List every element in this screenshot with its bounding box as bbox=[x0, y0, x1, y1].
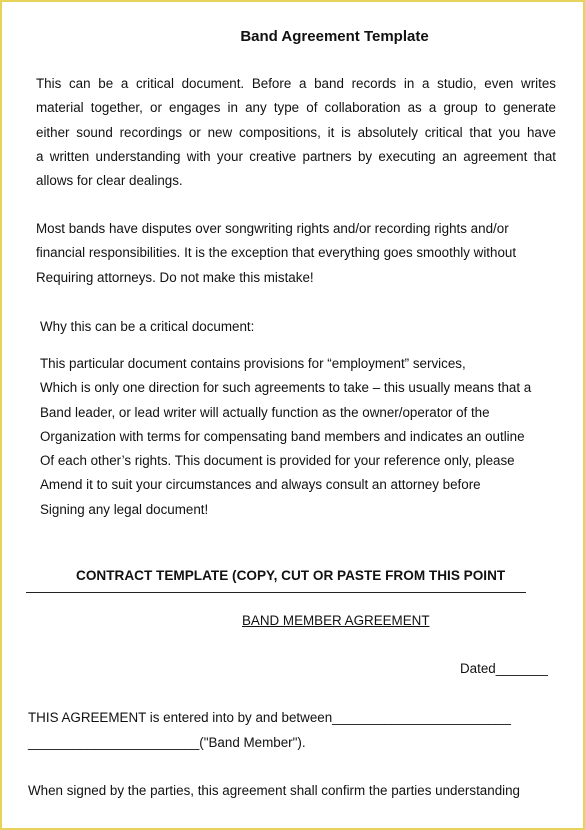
intro-line: either sound recordings or new compositions, it is absolutely critical that you have bbox=[36, 124, 556, 140]
agreement-parties-line: THIS AGREEMENT is entered into by and between________________________ bbox=[28, 710, 511, 725]
signed-confirmation-line: When signed by the parties, this agreement shall confirm the parties understanding bbox=[28, 783, 521, 798]
why-heading-text: Why this can be a critical document: bbox=[40, 319, 255, 334]
intro-line: a written understanding with your creative partners by executing an agreement that bbox=[36, 148, 556, 164]
provisions-line: Signing any legal document! bbox=[40, 501, 209, 517]
disputes-paragraph bbox=[36, 217, 556, 290]
provisions-line: Organization with terms for compensating band members and indicates an outline bbox=[40, 428, 525, 444]
intro-line: This can be a critical document. Before a band records in a studio, even writes bbox=[36, 76, 556, 91]
intro-paragraph bbox=[36, 72, 556, 193]
horizontal-divider bbox=[26, 592, 526, 593]
contract-template-heading: CONTRACT TEMPLATE (COPY, CUT OR PASTE FROM THIS POINT bbox=[76, 568, 506, 583]
dated-field: Dated_______ bbox=[460, 661, 548, 676]
why-heading bbox=[40, 315, 560, 339]
intro-line: allows for clear dealings. bbox=[36, 173, 183, 189]
disputes-line: financial responsibilities. It is the exception that everything goes smoothly without bbox=[36, 245, 517, 261]
provisions-line: Band leader, or lead writer will actually function as the owner/operator of the bbox=[40, 404, 490, 420]
provisions-line: Which is only one direction for such agreements to take – this usually means that a bbox=[40, 380, 532, 396]
intro-line: material together, or engages in any type of collaboration as a group to generate bbox=[36, 100, 556, 116]
disputes-line: Requiring attorneys. Do not make this mistake! bbox=[36, 269, 314, 285]
provisions-paragraph bbox=[40, 352, 560, 522]
band-member-agreement-heading: BAND MEMBER AGREEMENT bbox=[242, 613, 430, 628]
provisions-line: Amend it to suit your circumstances and always consult an attorney before bbox=[40, 477, 481, 493]
document-title: Band Agreement Template bbox=[240, 28, 429, 45]
provisions-line: Of each other’s rights. This document is provided for your reference only, please bbox=[40, 453, 515, 469]
disputes-line: Most bands have disputes over songwriting rights and/or recording rights and/or bbox=[36, 221, 509, 236]
band-member-line: _______________________("Band Member"). bbox=[28, 735, 306, 750]
provisions-line: This particular document contains provisions for “employment” services, bbox=[40, 356, 466, 371]
